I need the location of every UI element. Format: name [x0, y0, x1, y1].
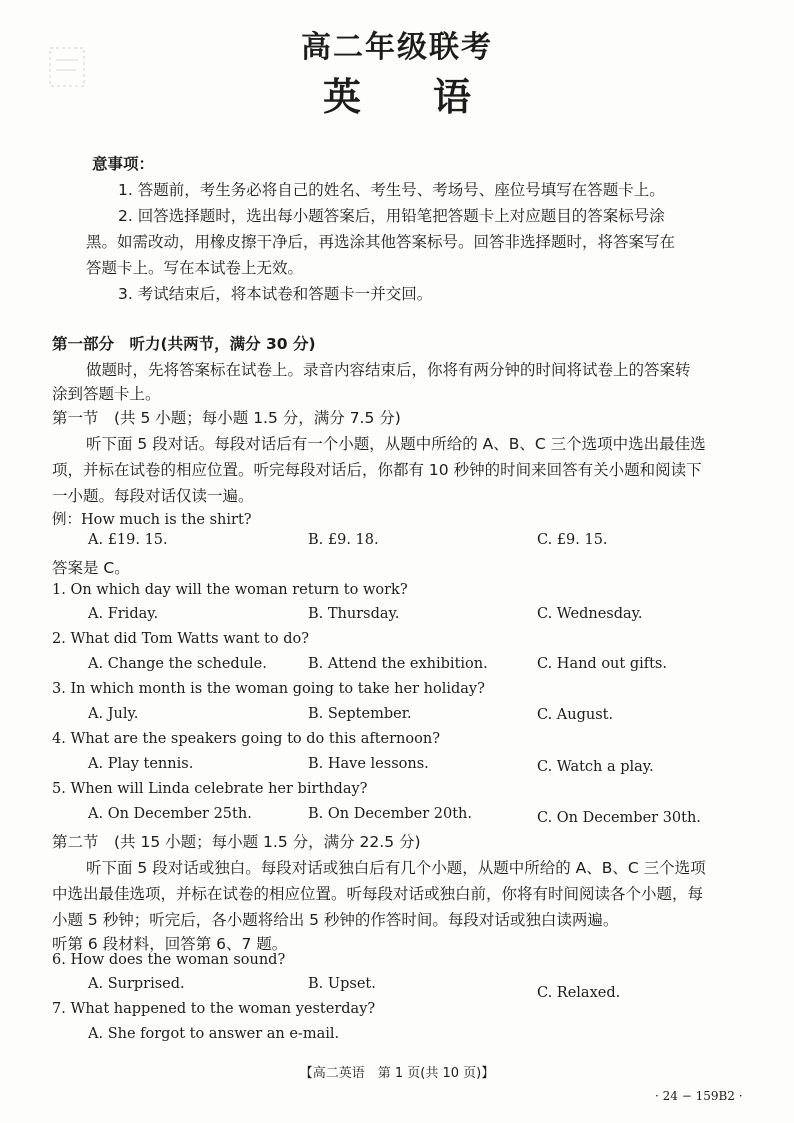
question-5: 5. When will Linda celebrate her birthday?	[52, 781, 368, 797]
section1-heading: 第一节 (共 5 小题；每小题 1.5 分，满分 7.5 分)	[52, 409, 401, 427]
question-1: 1. On which day will the woman return to work?	[52, 582, 408, 598]
q3-option-b: B. September.	[308, 706, 412, 722]
q4-option-a: A. Play tennis.	[88, 756, 194, 772]
q1-option-b: B. Thursday.	[308, 606, 400, 622]
notice-item-2-end: 答题卡上。写在本试卷上无效。	[86, 259, 304, 277]
q4-option-b: B. Have lessons.	[308, 756, 429, 772]
example-answer: 答案是 C。	[52, 559, 130, 577]
question-6: 6. How does the woman sound?	[52, 952, 286, 968]
part1-heading: 第一部分 听力(共两节，满分 30 分)	[52, 335, 316, 353]
subject-char-2: 语	[433, 74, 472, 119]
section2-intro-2: 中选出最佳选项，并标在试卷的相应位置。听每段对话或独白前，你将有时间阅读各个小题，每	[52, 885, 704, 903]
notice-item-2-cont: 黑。如需改动，用橡皮擦干净后，再选涂其他答案标号。回答非选择题时，将答案写在	[86, 233, 676, 251]
example-question: 例：How much is the shirt?	[52, 512, 252, 528]
q2-option-b: B. Attend the exhibition.	[308, 656, 488, 672]
exam-title: 高二年级联考	[301, 30, 493, 65]
notice-heading: 意事项：	[92, 155, 155, 173]
section2-intro-1: 听下面 5 段对话或独白。每段对话或独白后有几个小题，从题中所给的 A、B、C 三个选项	[86, 859, 706, 877]
subject-char-1: 英	[322, 74, 361, 119]
notice-item-3: 3. 考试结束后，将本试卷和答题卡一并交回。	[118, 285, 433, 303]
section2-intro-4: 听第 6 段材料，回答第 6、7 题。	[52, 935, 288, 953]
q2-option-a: A. Change the schedule.	[88, 656, 267, 672]
section1-intro-2: 项，并标在试卷的相应位置。听完每段对话后，你都有 10 秒钟的时间来回答有关小题和阅读下	[52, 461, 702, 479]
question-4: 4. What are the speakers going to do this afternoon?	[52, 731, 440, 747]
example-option-b: B. £9. 18.	[308, 532, 379, 548]
q6-option-a: A. Surprised.	[88, 976, 185, 992]
question-7: 7. What happened to the woman yesterday?	[52, 1001, 376, 1017]
question-2: 2. What did Tom Watts want to do?	[52, 631, 309, 647]
example-option-c: C. £9. 15.	[537, 532, 608, 548]
q4-option-c: C. Watch a play.	[537, 759, 654, 775]
section1-intro-3: 一小题。每段对话仅读一遍。	[52, 487, 254, 505]
q3-option-c: C. August.	[537, 707, 614, 723]
section1-intro-1: 听下面 5 段对话。每段对话后有一个小题，从题中所给的 A、B、C 三个选项中选出最佳选	[86, 435, 706, 453]
example-option-a: A. £19. 15.	[88, 532, 168, 548]
q7-option-a: A. She forgot to answer an e-mail.	[88, 1026, 340, 1042]
question-3: 3. In which month is the woman going to take her holiday?	[52, 681, 485, 697]
q5-option-a: A. On December 25th.	[88, 806, 252, 822]
q3-option-a: A. July.	[88, 706, 139, 722]
exam-code: · 24 − 159B2 ·	[655, 1089, 743, 1103]
q5-option-c: C. On December 30th.	[537, 810, 701, 826]
section2-intro-3: 小题 5 秒钟；听完后，各小题将给出 5 秒钟的作答时间。每段对话或独白读两遍。	[52, 911, 619, 929]
page-footer: 【高二英语 第 1 页(共 10 页)】	[299, 1066, 495, 1081]
notice-item-1: 1. 答题前，考生务必将自己的姓名、考生号、考场号、座位号填写在答题卡上。	[118, 181, 665, 199]
subject-title	[0, 66, 794, 121]
q2-option-c: C. Hand out gifts.	[537, 656, 667, 672]
q1-option-c: C. Wednesday.	[537, 606, 643, 622]
section2-heading: 第二节 (共 15 小题；每小题 1.5 分，满分 22.5 分)	[52, 833, 421, 851]
q6-option-c: C. Relaxed.	[537, 985, 621, 1001]
part1-intro-1: 做题时，先将答案标在试卷上。录音内容结束后，你将有两分钟的时间将试卷上的答案转	[86, 361, 691, 379]
q5-option-b: B. On December 20th.	[308, 806, 472, 822]
notice-item-2: 2. 回答选择题时，选出每小题答案后，用铅笔把答题卡上对应题目的答案标号涂	[118, 207, 665, 225]
q6-option-b: B. Upset.	[308, 976, 376, 992]
part1-intro-2: 涂到答题卡上。	[52, 385, 161, 403]
q1-option-a: A. Friday.	[88, 606, 159, 622]
